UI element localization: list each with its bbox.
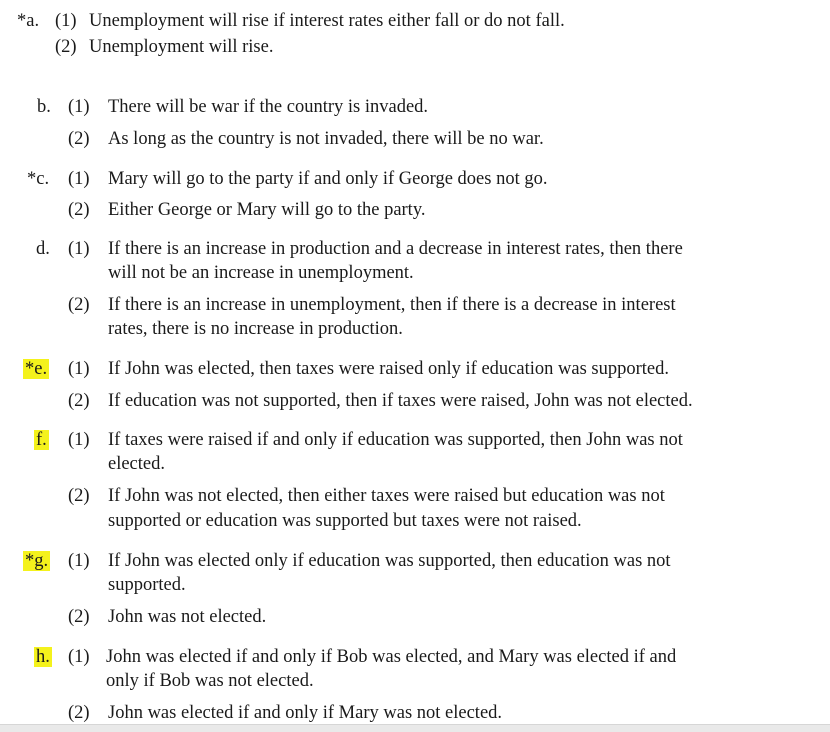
item-h-1-text-cont: only if Bob was not elected. — [106, 671, 314, 691]
item-e-1-text: If John was elected, then taxes were raised only if education was supported. — [108, 359, 669, 379]
item-a-label: *a. — [17, 11, 40, 31]
item-g-label — [25, 549, 50, 573]
item-b-2-number: (2) — [68, 129, 90, 149]
item-f-2-text-cont: supported or education was supported but taxes were not raised. — [108, 511, 582, 531]
item-b-label: b. — [37, 97, 51, 117]
item-e-2-number: (2) — [68, 391, 90, 411]
item-f-1-text: If taxes were raised if and only if education was supported, then John was not — [108, 430, 683, 450]
item-a-2-number: (2) — [55, 37, 77, 57]
item-h-label — [36, 645, 52, 669]
item-g-2-number: (2) — [68, 607, 90, 627]
item-g-1-number: (1) — [68, 551, 90, 571]
item-f-label — [36, 428, 49, 452]
item-c-2-text: Either George or Mary will go to the party. — [108, 200, 426, 220]
item-d-1-text: If there is an increase in production and a decrease in interest rates, then there — [108, 239, 683, 259]
item-h-1-text: John was elected if and only if Bob was elected, and Mary was elected if and — [106, 647, 677, 667]
item-h-2-number: (2) — [68, 703, 90, 723]
item-d-2-number: (2) — [68, 295, 90, 315]
item-c-1-number: (1) — [68, 169, 90, 189]
item-e-label — [25, 357, 49, 381]
item-d-1-number: (1) — [68, 239, 90, 259]
highlight-h: h. — [36, 647, 50, 667]
item-d-1-text-cont: will not be an increase in unemployment. — [108, 263, 414, 283]
item-d-label: d. — [36, 239, 50, 259]
item-b-1-number: (1) — [68, 97, 90, 117]
item-h-1-number: (1) — [68, 647, 90, 667]
item-g-1-text-cont: supported. — [108, 575, 186, 595]
item-e-1-number: (1) — [68, 359, 90, 379]
item-g-1-text: If John was elected only if education was supported, then education was not — [108, 551, 671, 571]
item-f-2-number: (2) — [68, 486, 90, 506]
highlight-g: *g. — [25, 551, 49, 571]
item-g-2-text: John was not elected. — [108, 607, 267, 627]
item-f-2-text: If John was not elected, then either taxes were raised but education was not — [108, 486, 665, 506]
item-a-1-text: Unemployment will rise if interest rates either fall or do not fall. — [89, 11, 565, 31]
item-e-2-text: If education was not supported, then if taxes were raised, John was not elected. — [108, 391, 693, 411]
item-a-1-number: (1) — [55, 11, 77, 31]
item-d-2-text: If there is an increase in unemployment, then if there is a decrease in interest — [108, 295, 676, 315]
highlight-e: *e. — [25, 359, 48, 379]
item-f-1-number: (1) — [68, 430, 90, 450]
item-f-1-text-cont: elected. — [108, 454, 165, 474]
item-c-2-number: (2) — [68, 200, 90, 220]
item-c-1-text: Mary will go to the party if and only if George does not go. — [108, 169, 548, 189]
highlight-f: f. — [36, 430, 47, 450]
item-b-1-text: There will be war if the country is invaded. — [108, 97, 429, 117]
item-d-2-text-cont: rates, there is no increase in production. — [108, 319, 403, 339]
item-c-label: *c. — [27, 169, 50, 189]
item-b-2-text: As long as the country is not invaded, there will be no war. — [108, 129, 544, 149]
item-a-2-text: Unemployment will rise. — [89, 37, 274, 57]
item-h-2-text: John was elected if and only if Mary was not elected. — [108, 703, 503, 723]
